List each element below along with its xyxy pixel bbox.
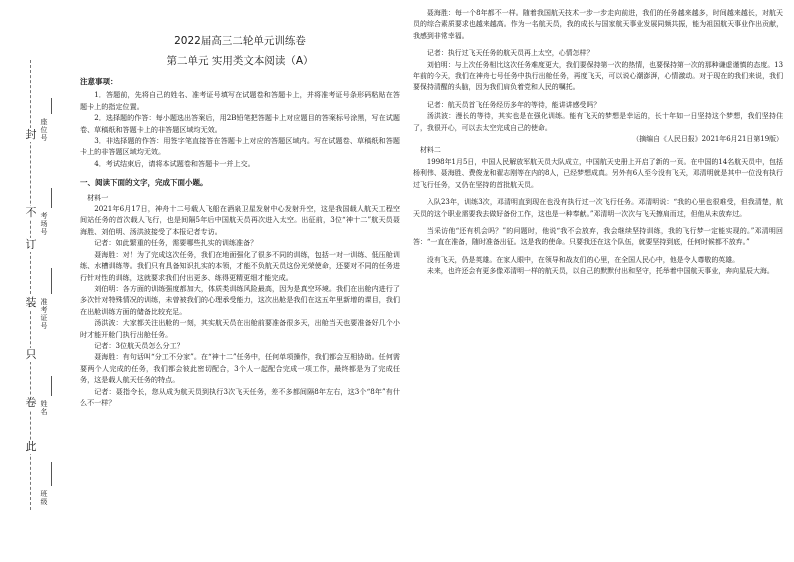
article-paragraph: 记者：聂指令长，您从成为航天员到执行3次飞天任务，差不多都间隔8年左右，这3个“8年”有什么不一样？	[80, 386, 400, 407]
notice-item: 2．选择题的作答：每小题选出答案后，用2B铅笔把答题卡上对应题目的答案标号涂黑，写在试题卷、草稿纸和答题卡上的非答题区域均无效。	[80, 113, 400, 134]
notice-heading: 注意事项：	[80, 77, 118, 86]
source-citation: （摘编自《人民日报》2021年6月21日第19版）	[632, 135, 783, 144]
article-paragraph: 2021年6月17日，神舟十二号载人飞船在酒泉卫星发射中心发射升空，这是我国载人航天工程空间站任务的首次载人飞行，也是间隔5年后中国航天员再次进入太空。出征前，3位“神十二”航天员聂海胜、刘伯明、汤洪波接受了本报记者专访。	[80, 204, 400, 236]
binding-char: 订	[25, 238, 37, 251]
article-paragraph: 入队23年，训练3次，邓清明直到现在也没有执行过一次飞行任务。邓清明说：“我的心里也很难受，但我清楚，航天员的这个职业需要我去做好备份工作，这也是一种奉献。”邓清明一次次与飞天擦肩而过，但他从未放弃过。	[413, 198, 783, 218]
article-paragraph: 当采访他“还有机会吗？”的问题时，他说“我不会放弃，我会继续坚持训练，我的飞行梦一定能实现的。”邓清明回答：“一直在准备，随时准备出征。这是我的使命。只要我还在这个队伍，就要坚持到底，任何时候都不放弃。”	[413, 226, 783, 247]
left-column	[80, 34, 400, 554]
name-label: 姓名	[40, 400, 48, 416]
article-paragraph: 聂海胜：对！为了完成这次任务，我们在地面强化了很多不同的训练，包括一对一训练、低压舱训练、水槽训练等。我们只有具备知识扎实的本领，才能不负航天员这份光荣使命，还要对不同的任务进行针对性的训练，这就要求我们付出更多、练得更精更细才能完成。	[80, 249, 400, 282]
admission-number-label: 准考证号	[40, 298, 48, 330]
binding-char: 此	[25, 440, 37, 453]
right-column	[413, 8, 783, 556]
admission-number-line	[51, 268, 52, 294]
article-paragraph: 未来，也许还会有更多像邓清明一样的航天员，以自己的默默付出和坚守，托举着中国航天事业，奔向星辰大海。	[426, 267, 774, 276]
article-paragraph: 聂海胜：有句话叫“分工不分家”。在“神十二”任务中，任何单项操作，我们都会互相协助。任何需要两个人完成的任务，我们都会彼此密切配合，3个人一起配合完成一项工作，最终都是为了完成任务，这是载人航天任务的特点。	[80, 352, 400, 385]
binding-char: 只	[25, 348, 37, 361]
material-label: 材料二	[419, 146, 441, 155]
notice-item: 1．答题前，先将自己的姓名、准考证号填写在试题卷和答题卡上，并将准考证号条形码粘贴在答题卡上的指定位置。	[80, 90, 400, 111]
article-paragraph: 记者：3位航天员怎么分工？	[94, 340, 184, 350]
section-heading: 一、阅读下面的文字，完成下面小题。	[80, 178, 208, 188]
seat-number-line	[51, 98, 52, 114]
article-paragraph: 聂海胜：每一个8年都不一样。随着我国航天技术一步一步走向前进，我们的任务越来越多，时间越来越长，对航天员的综合素质要求也越来越高。作为一名航天员，我的成长与国家航天事业发展同频共振，能为祖国航天事业作出贡献，我感到非常幸福。	[413, 9, 783, 40]
article-paragraph: 刘伯明：各方面的训练强度都加大，体质类训练风险最高，因为是真空环境。我们在出舱内进行了多次针对特殊情况的训练，未曾被我们的心理承受能力，这次出舱是我们在这五年里新增的课目，我们在出舱训练方面的储备比较充足。	[80, 283, 400, 316]
exam-room-label: 考场号	[40, 212, 48, 236]
exam-room-line	[51, 188, 52, 208]
seat-number-label: 座位号	[40, 118, 48, 142]
binding-char: 卷	[25, 396, 37, 409]
binding-char: 装	[25, 296, 37, 309]
article-paragraph: 汤洪波：大家都关注出舱的一刻，其实航天员在出舱前要准备很多天，出舱当天也要准备好几个小时才能开舱门执行出舱任务。	[80, 318, 400, 339]
article-paragraph: 记者：如此繁重的任务，需要哪些扎实的训练准备？	[94, 238, 258, 248]
binding-margin	[0, 0, 64, 562]
article-paragraph: 1998年1月5日，中国人民解放军航天员大队成立，中国航天史册上开启了新的一页。在中国的14名航天员中，包括杨利伟、聂海胜、费俊龙和翟志刚等在内的8人，已经梦想成真。另外有6人至今没有飞天，邓清明就是其中一位没有执行过飞行任务，又仍在坚持的首批航天员。	[413, 157, 783, 189]
exam-title: 2022届高三二轮单元训练卷	[174, 35, 306, 47]
article-paragraph: 没有飞天，仍是英雄。在家人眼中，在领导和战友们的心里，在全国人民心中，他是令人尊敬的英雄。	[426, 255, 740, 264]
article-paragraph: 刘伯明：与上次任务相比这次任务难度更大，我们要保持第一次的热情，也要保持第一次的那种谦虚谨慎的态度。13年前的今天，我们在神舟七号任务中执行出舱任务，再度飞天，可以说心潮澎湃，心情激动。对于现在的我们来说，我们要保持清醒的头脑，因为我们肩负着党和人民的嘱托。	[413, 60, 783, 92]
article-paragraph: 记者：执行过飞天任务的航天员再上太空，心情怎样？	[426, 49, 594, 58]
notice-item: 3．非选择题的作答：用签字笔直接答在答题卡上对应的答题区域内。写在试题卷、草稿纸和答题卡上的非答题区域均无效。	[80, 136, 400, 157]
unit-title: 第二单元 实用类文本阅读（A）	[166, 55, 314, 67]
class-line	[51, 462, 52, 486]
notice-item: 4．考试结束后，请将本试题卷和答题卡一并上交。	[94, 158, 255, 168]
article-paragraph: 记者：航天员首飞任务经历多年的等待，能讲讲感受吗？	[426, 100, 601, 109]
name-line	[51, 376, 52, 396]
class-label: 班级	[40, 490, 48, 506]
material-label: 材料一	[87, 192, 109, 202]
article-paragraph: 汤洪波：漫长的等待，其实也是在强化训练。能有飞天的梦想是幸运的，长十年如一日坚持这个梦想，我们坚持住了，我很开心，可以去太空完成自己的使命。	[413, 112, 783, 132]
binding-char: 封	[25, 128, 37, 141]
binding-char: 不	[25, 206, 37, 219]
